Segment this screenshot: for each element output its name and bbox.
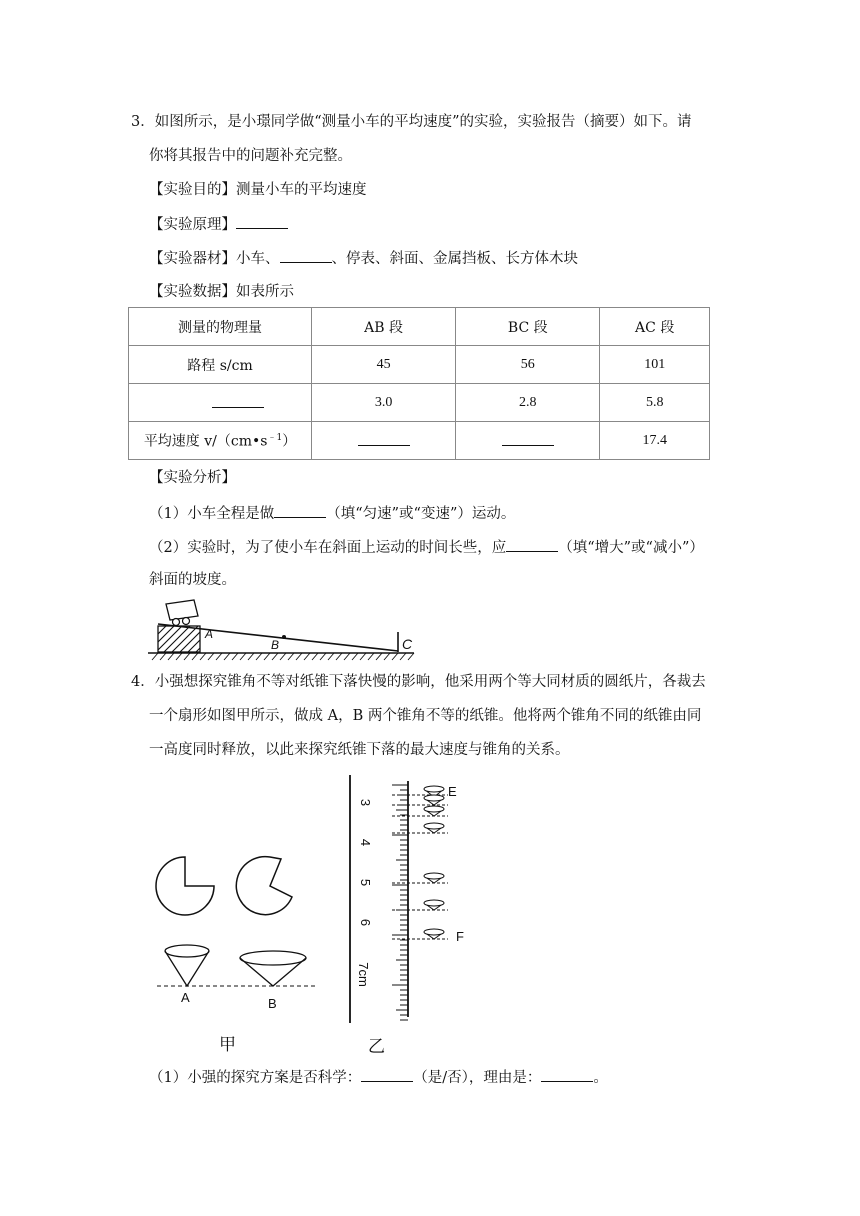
q3-intro-line1: 3．如图所示，是小璟同学做“测量小车的平均速度”的实验，实验报告（摘要）如下。请 <box>131 114 692 130</box>
table-row <box>129 422 710 460</box>
answer-blank[interactable] <box>212 393 264 408</box>
q3-analysis-2-hint: （填“增大”或“减小”） <box>558 540 704 556</box>
table-header-cell: AC 段 <box>600 308 710 346</box>
q4-intro-line2: 一个扇形如图甲所示，做成 A，B 两个锥角不等的纸锥。他将两个锥角不同的纸锥由同 <box>149 708 702 724</box>
answer-blank[interactable] <box>502 431 554 446</box>
cone-a <box>165 945 209 986</box>
q3-analysis-1-text: （1）小车全程是做 <box>149 506 275 522</box>
caption-yi: 乙 <box>368 1037 385 1056</box>
label-f: F <box>456 929 464 944</box>
table-cell <box>312 422 456 460</box>
q3-data-heading: 【实验数据】如表所示 <box>149 284 294 300</box>
label-e: E <box>448 784 457 799</box>
q3-principle-label: 【实验原理】 <box>149 217 236 233</box>
q4-intro-line1: 4．小强想探究锥角不等对纸锥下落快慢的影响，他采用两个等大同材质的圆纸片，各裁去 <box>131 674 706 690</box>
data-table <box>128 307 710 460</box>
q3-purpose: 【实验目的】测量小车的平均速度 <box>149 182 367 198</box>
q3-analysis-1 <box>149 503 515 524</box>
table-cell <box>129 422 312 460</box>
q3-analysis-1-hint: （填“匀速”或“变速”）运动。 <box>326 506 516 522</box>
table-header-cell: BC 段 <box>456 308 600 346</box>
table-cell: 56 <box>456 346 600 384</box>
speed-label: 平均速度 v/（cm•s <box>143 433 268 450</box>
ruler-ticks <box>392 785 408 1020</box>
q3-analysis-heading: 【实验分析】 <box>149 470 236 486</box>
q4-sub1-end: 。 <box>593 1070 608 1086</box>
cone-a-label: A <box>181 990 190 1005</box>
answer-blank[interactable] <box>541 1067 593 1082</box>
q3-intro-line2: 你将其报告中的问题补充完整。 <box>149 148 352 164</box>
q3-analysis-2-text: （2）实验时，为了使小车在斜面上运动的时间长些，应 <box>149 540 507 556</box>
table-cell: 2.8 <box>456 384 600 422</box>
q3-analysis-2 <box>149 537 704 558</box>
label-b: B <box>271 638 280 652</box>
speed-label-close: ） <box>282 433 297 450</box>
ruler-label: 6 <box>358 918 374 927</box>
q3-principle <box>149 214 288 235</box>
q3-equipment-label: 【实验器材】小车、 <box>149 251 280 267</box>
position-marker-lines <box>392 795 448 939</box>
table-cell: 路程 s/cm <box>129 346 312 384</box>
ruler-label: 3 <box>358 798 374 807</box>
falling-cone-sequence <box>424 786 444 939</box>
table-header-cell: 测量的物理量 <box>129 308 312 346</box>
q4-sub1-text: （1）小强的探究方案是否科学： <box>149 1070 362 1086</box>
point-b <box>282 635 286 639</box>
ruler-label: 4 <box>358 838 374 847</box>
q3-equipment <box>149 248 578 269</box>
table-cell: 45 <box>312 346 456 384</box>
q4-intro-line3: 一高度同时释放，以此来探究纸锥下落的最大速度与锥角的关系。 <box>149 742 570 758</box>
table-row <box>129 346 710 384</box>
paper-disc-a <box>156 857 214 915</box>
table-cell: 3.0 <box>312 384 456 422</box>
paper-disc-b <box>236 857 292 915</box>
answer-blank[interactable] <box>280 248 332 263</box>
q4-sub1 <box>149 1067 608 1088</box>
caption-jia: 甲 <box>219 1035 236 1054</box>
answer-blank[interactable] <box>506 537 558 552</box>
cone-b <box>240 951 306 986</box>
answer-blank[interactable] <box>236 214 288 229</box>
answer-blank[interactable] <box>361 1067 413 1082</box>
answer-blank[interactable] <box>358 431 410 446</box>
unit-superscript: ﹣1 <box>267 433 283 444</box>
ruler-label: 5 <box>358 878 374 887</box>
wood-block <box>158 626 200 652</box>
ground-hatching <box>152 653 414 660</box>
table-row <box>129 384 710 422</box>
table-header-cell: AB 段 <box>312 308 456 346</box>
answer-blank[interactable] <box>274 503 326 518</box>
cart-icon <box>166 600 198 626</box>
table-cell <box>456 422 600 460</box>
table-cell <box>129 384 312 422</box>
ruler-labels <box>355 787 383 1017</box>
ruler-label: 7cm <box>355 962 371 987</box>
label-a: A <box>205 627 214 641</box>
label-c: C <box>402 636 413 652</box>
cone-b-label: B <box>268 996 277 1011</box>
q3-analysis-2-cont: 斜面的坡度。 <box>149 572 236 588</box>
table-header-row <box>129 308 710 346</box>
table-cell: 5.8 <box>600 384 710 422</box>
q3-equipment-rest: 、停表、斜面、金属挡板、长方体木块 <box>331 251 578 267</box>
incline-figure <box>148 596 418 662</box>
table-cell: 17.4 <box>600 422 710 460</box>
figure-jia <box>145 845 325 995</box>
table-cell: 101 <box>600 346 710 384</box>
q4-sub1-hint: （是/否），理由是： <box>413 1070 542 1086</box>
